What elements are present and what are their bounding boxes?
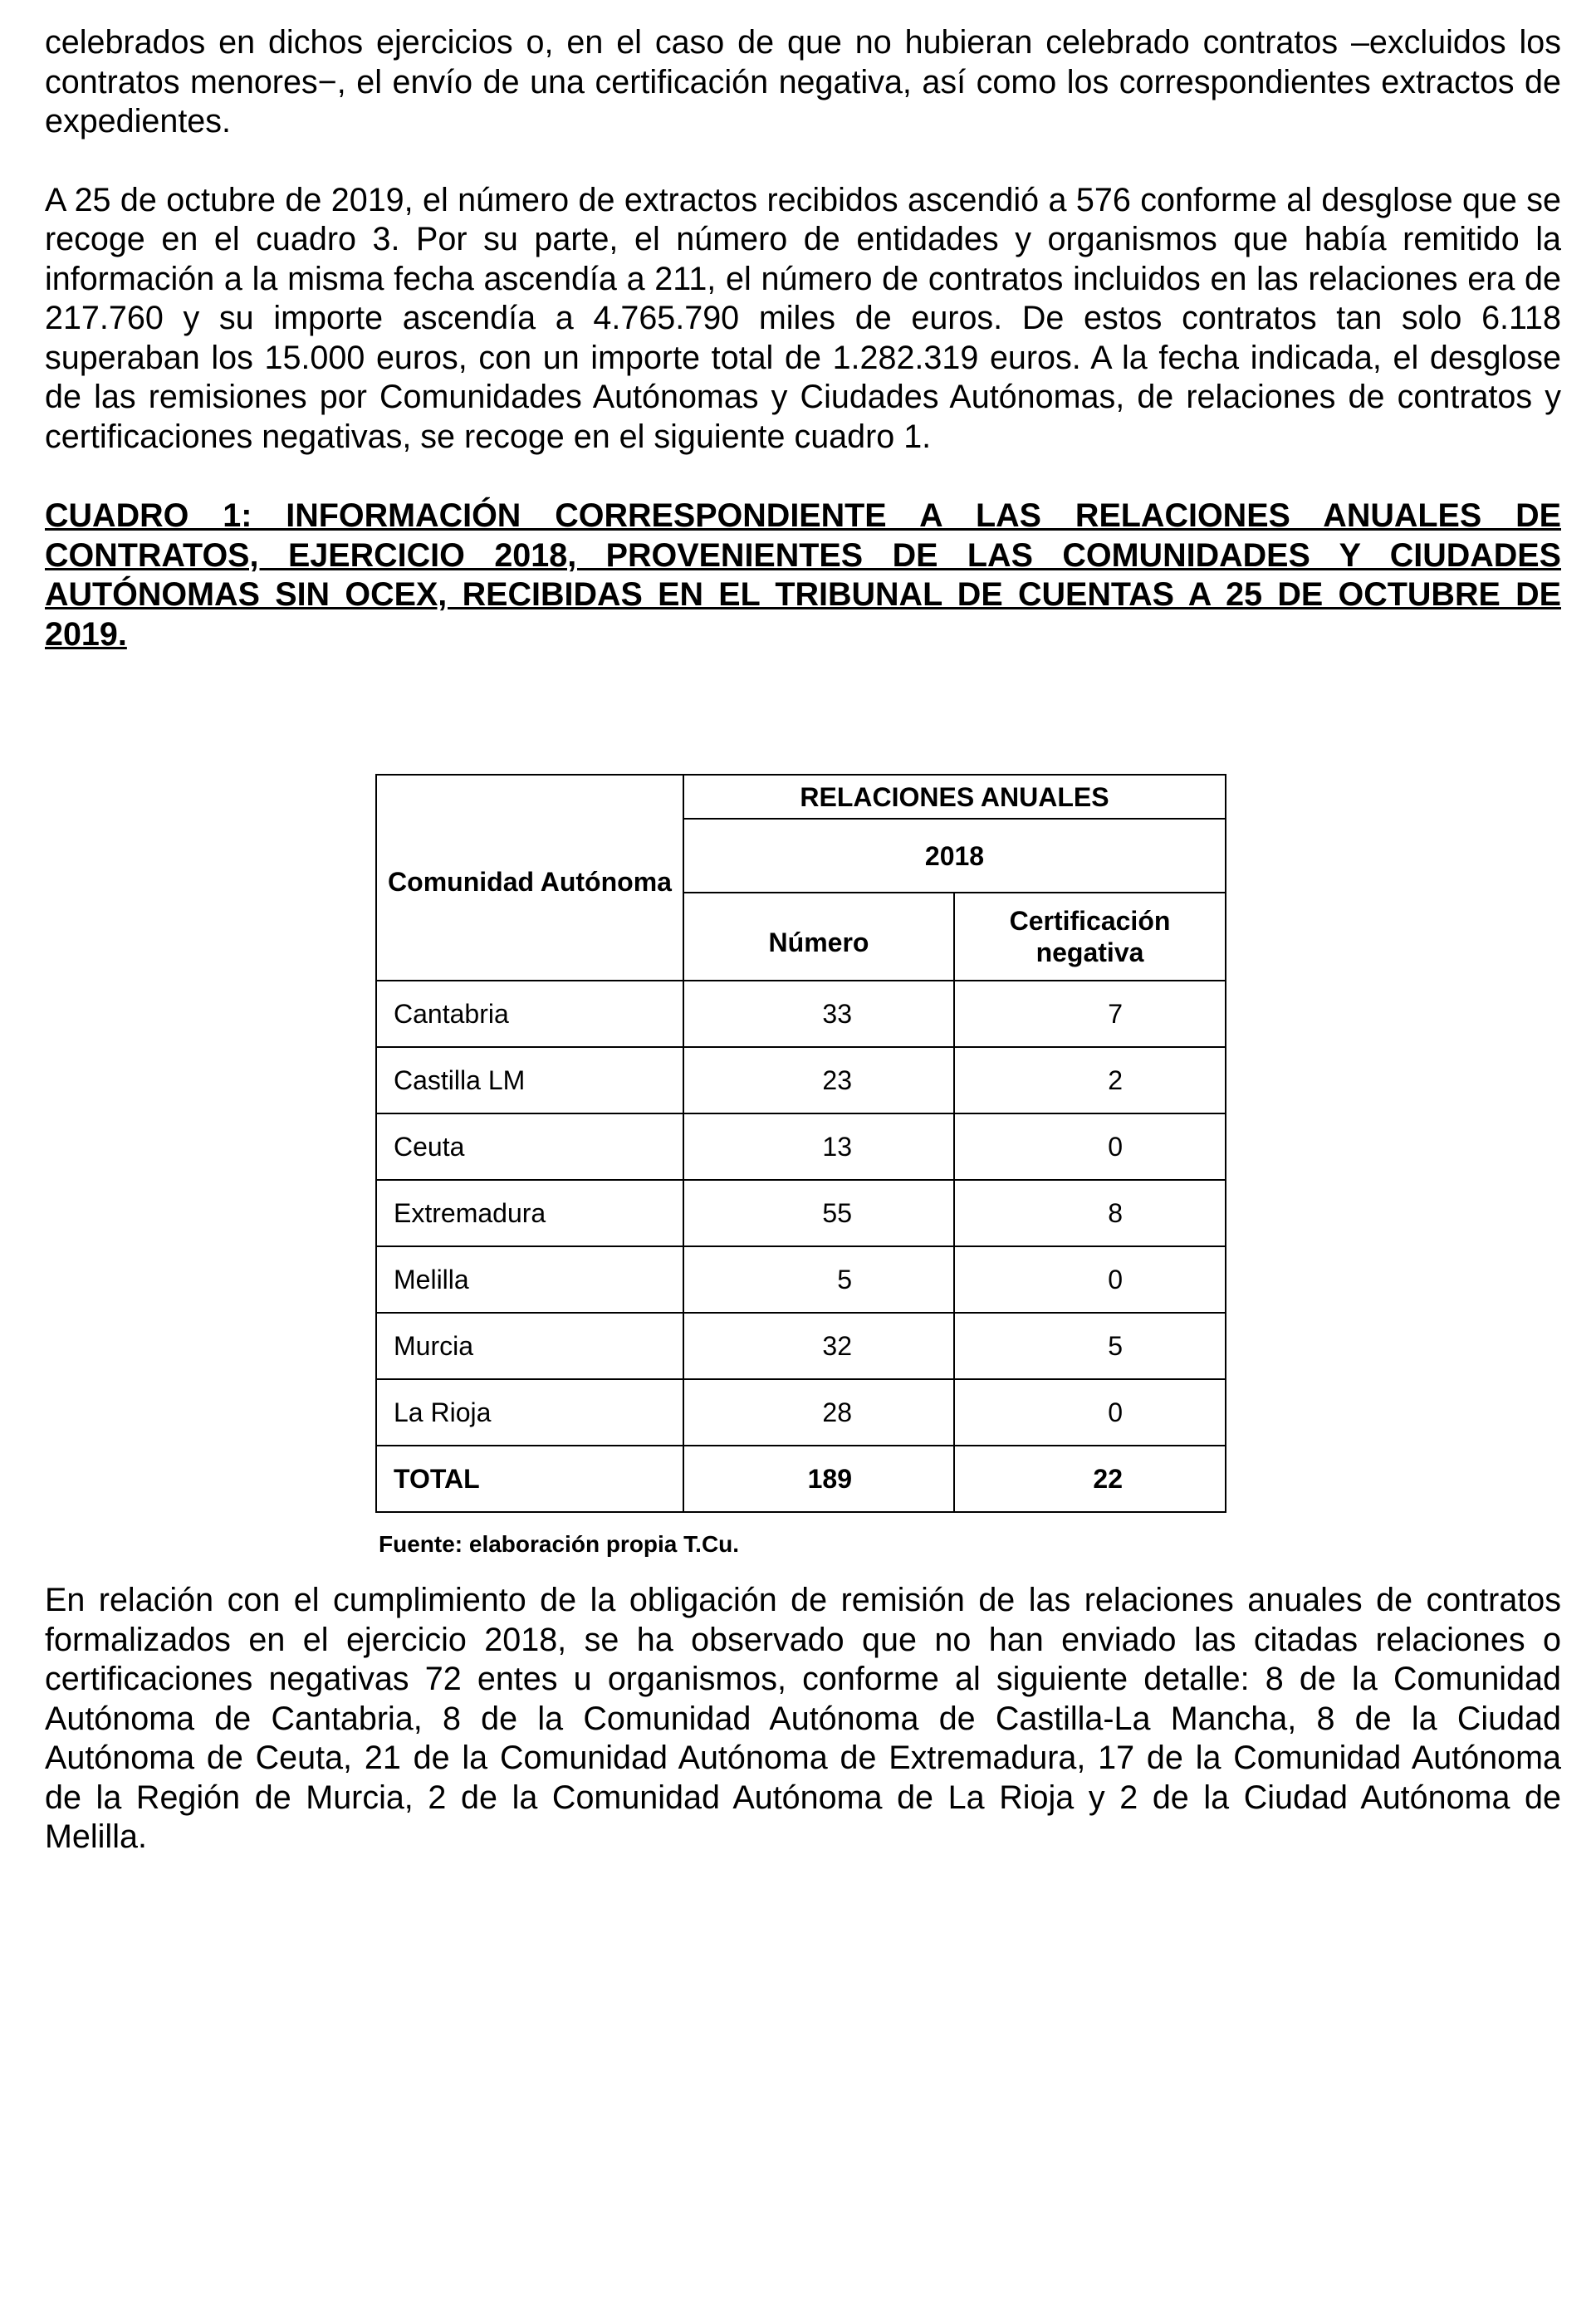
total-numero: 189 — [683, 1446, 954, 1512]
table-source: Fuente: elaboración propia T.Cu. — [379, 1531, 740, 1557]
row-numero: 23 — [683, 1047, 954, 1113]
table-row — [376, 1313, 1226, 1379]
table-row — [376, 1047, 1226, 1113]
row-region: La Rioja — [376, 1379, 683, 1446]
row-region: Ceuta — [376, 1113, 683, 1180]
table-row — [376, 1379, 1226, 1446]
row-cert: 7 — [954, 981, 1226, 1047]
row-region: Castilla LM — [376, 1047, 683, 1113]
table-total-row — [376, 1446, 1226, 1512]
row-cert: 2 — [954, 1047, 1226, 1113]
table-row — [376, 1246, 1226, 1313]
row-numero: 32 — [683, 1313, 954, 1379]
row-numero: 55 — [683, 1180, 954, 1246]
col-header-region: Comunidad Autónoma — [376, 775, 683, 981]
row-numero: 33 — [683, 981, 954, 1047]
row-region: Murcia — [376, 1313, 683, 1379]
col-header-numero: Número — [683, 893, 954, 981]
row-cert: 0 — [954, 1379, 1226, 1446]
row-cert: 5 — [954, 1313, 1226, 1379]
row-region: Extremadura — [376, 1180, 683, 1246]
cuadro-1-table — [375, 774, 1226, 1513]
table-container — [375, 774, 1226, 1558]
row-numero: 28 — [683, 1379, 954, 1446]
row-cert: 0 — [954, 1246, 1226, 1313]
col-header-cert-label: Certificación negativa — [1009, 906, 1171, 967]
document-page — [45, 23, 1561, 654]
table-row — [376, 981, 1226, 1047]
col-header-cert — [954, 893, 1226, 981]
row-cert: 0 — [954, 1113, 1226, 1180]
row-numero: 5 — [683, 1246, 954, 1313]
total-cert: 22 — [954, 1446, 1226, 1512]
row-cert: 8 — [954, 1180, 1226, 1246]
table-row — [376, 1113, 1226, 1180]
total-label: TOTAL — [376, 1446, 683, 1512]
year-header: 2018 — [683, 819, 1226, 893]
row-numero: 13 — [683, 1113, 954, 1180]
closing-section — [45, 1581, 1561, 1857]
group-header: RELACIONES ANUALES — [683, 775, 1226, 819]
summary-paragraph: A 25 de octubre de 2019, el número de extractos recibidos ascendió a 576 conforme al desglose que se recoge en el cuadro 3. Por su parte, el número de entidades y organismos que había remitido la información a la misma fecha ascendía a 211, el número de contratos incluidos en las relaciones era de 217.760 y su importe ascendía a 4.765.790 miles de euros. De estos contratos tan solo 6.118 superaban los 15.000 euros, con un importe total de 1.282.319 euros. A la fecha indicada, el desglose de las remisiones por Comunidades Autónomas y Ciudades Autónomas, de relaciones de contratos y certificaciones negativas, se recoge en el siguiente cuadro 1. — [45, 181, 1561, 455]
closing-paragraph: En relación con el cumplimiento de la obligación de remisión de las relaciones anuales de contratos formalizados en el ejercicio 2018, se ha observado que no han enviado las citadas relaciones o certificaciones negativas 72 entes u organismos, conforme al siguiente detalle: 8 de la Comunidad Autónoma de Cantabria, 8 de la Comunidad Autónoma de Castilla-La Mancha, 8 de la Ciudad Autónoma de Ceuta, 21 de la Comunidad Autónoma de Extremadura, 17 de la Comunidad Autónoma de la Región de Murcia, 2 de la Comunidad Autónoma de La Rioja y 2 de la Ciudad Autónoma de Melilla. — [45, 1582, 1561, 1855]
table-heading: CUADRO 1: INFORMACIÓN CORRESPONDIENTE A LAS RELACIONES ANUALES DE CONTRATOS, EJERCICIO 2018, PROVENIENTES DE LAS COMUNIDADES Y CIUDADES AUTÓNOMAS SIN OCEX, RECIBIDAS EN EL TRIBUNAL DE CUENTAS A 25 DE OCTUBRE DE 2019. — [45, 497, 1561, 653]
row-region: Melilla — [376, 1246, 683, 1313]
row-region: Cantabria — [376, 981, 683, 1047]
table-row — [376, 1180, 1226, 1246]
intro-paragraph: celebrados en dichos ejercicios o, en el caso de que no hubieran celebrado contratos –excluidos los contratos menores−, el envío de una certificación negativa, así como los correspondientes extractos de expedientes. — [45, 24, 1561, 139]
